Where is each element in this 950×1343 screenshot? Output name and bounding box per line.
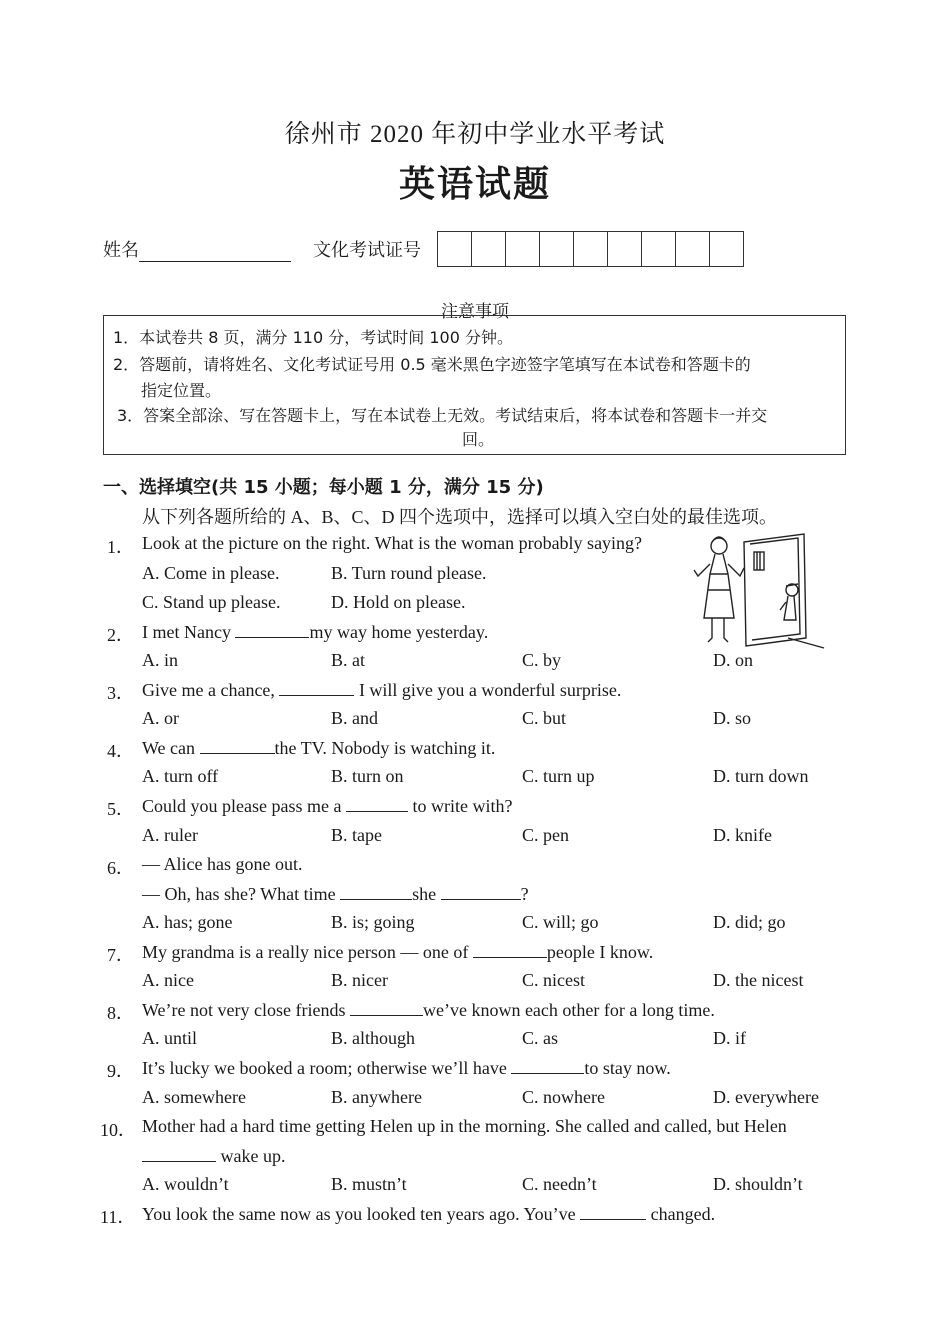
id-digit-box[interactable] <box>642 232 676 266</box>
option-b[interactable]: B. at <box>331 650 365 670</box>
question-stem-line2: — Oh, has she? What time she ? <box>142 884 529 904</box>
answer-blank[interactable] <box>142 1145 216 1162</box>
id-digit-box[interactable] <box>506 232 540 266</box>
id-number-boxes[interactable] <box>437 231 744 267</box>
option-c[interactable]: C. will; go <box>522 912 599 932</box>
option-a[interactable]: A. nice <box>142 970 194 990</box>
exam-title-line1: 徐州市 2020 年初中学业水平考试 <box>284 121 666 148</box>
answer-blank[interactable] <box>279 679 354 696</box>
section-instruction: 从下列各题所给的 A、B、C、D 四个选项中，选择可以填入空白处的最佳选项。 <box>142 507 778 527</box>
option-c[interactable]: C. Stand up please. <box>142 592 281 612</box>
option-d[interactable]: D. everywhere <box>713 1087 819 1107</box>
option-a[interactable]: A. in <box>142 650 178 670</box>
woman-at-door-icon <box>688 530 826 650</box>
option-c[interactable]: C. needn’t <box>522 1174 597 1194</box>
option-b[interactable]: B. Turn round please. <box>331 563 487 583</box>
question-number: 8． <box>107 1003 134 1023</box>
option-c[interactable]: C. turn up <box>522 766 595 786</box>
question-stem-line2: wake up. <box>142 1145 285 1167</box>
name-field[interactable] <box>103 236 291 262</box>
id-digit-box[interactable] <box>608 232 642 266</box>
answer-blank[interactable] <box>200 737 275 754</box>
option-d[interactable]: D. on <box>713 650 753 670</box>
notice-box <box>103 315 846 455</box>
answer-blank[interactable] <box>346 795 408 812</box>
question-number: 5． <box>107 799 134 819</box>
option-a[interactable]: A. ruler <box>142 825 198 845</box>
option-d[interactable]: D. Hold on please. <box>331 592 466 612</box>
question-stem: It’s lucky we booked a room; otherwise we’ll have to stay now. <box>142 1058 671 1078</box>
option-b[interactable]: B. turn on <box>331 766 404 786</box>
question-stem: We’re not very close friends we’ve known each other for a long time. <box>142 1000 715 1020</box>
option-a[interactable]: A. until <box>142 1028 198 1048</box>
answer-blank[interactable] <box>235 621 309 638</box>
question-number: 4． <box>107 741 134 761</box>
id-digit-box[interactable] <box>472 232 506 266</box>
option-c[interactable]: C. by <box>522 650 562 670</box>
answer-blank[interactable] <box>441 883 521 900</box>
question-stem: Give me a chance, I will give you a wonderful surprise. <box>142 680 622 700</box>
option-b[interactable]: B. tape <box>331 825 382 845</box>
notice-item-3: 3．答案全部涂、写在答题卡上，写在本试卷上无效。考试结束后，将本试卷和答题卡一并交 <box>117 406 768 425</box>
question-stem: Look at the picture on the right. What is the woman probably saying? <box>142 533 643 553</box>
option-b[interactable]: B. anywhere <box>331 1087 422 1107</box>
option-a[interactable]: A. somewhere <box>142 1087 246 1107</box>
question-stem: My grandma is a really nice person — one of people I know. <box>142 942 654 962</box>
question-stem: You look the same now as you looked ten years ago. You’ve changed. <box>142 1204 716 1224</box>
option-c[interactable]: C. but <box>522 708 567 728</box>
id-digit-box[interactable] <box>540 232 574 266</box>
question-number: 7． <box>107 945 134 965</box>
option-c[interactable]: C. pen <box>522 825 569 845</box>
option-a[interactable]: A. Come in please. <box>142 563 280 583</box>
section-title: 一、选择填空(共 15 小题；每小题 1 分，满分 15 分) <box>103 477 544 498</box>
option-c[interactable]: C. nowhere <box>522 1087 605 1107</box>
question-number: 10． <box>100 1120 136 1140</box>
option-d[interactable]: D. the nicest <box>713 970 804 990</box>
question-number: 9． <box>107 1061 134 1081</box>
question-number: 6． <box>107 858 134 878</box>
notice-item-2: 2．答题前，请将姓名、文化考试证号用 0.5 毫米黑色字迹签字笔填写在本试卷和答题卡的 <box>113 355 751 374</box>
id-digit-box[interactable] <box>574 232 608 266</box>
question-number: 11． <box>100 1207 136 1227</box>
question-stem: Could you please pass me a to write with? <box>142 796 513 816</box>
answer-blank[interactable] <box>580 1203 646 1220</box>
option-a[interactable]: A. has; gone <box>142 912 233 932</box>
option-b[interactable]: B. is; going <box>331 912 415 932</box>
answer-blank[interactable] <box>473 941 547 958</box>
notice-title: 注意事项 <box>441 302 509 322</box>
option-d[interactable]: D. if <box>713 1028 746 1048</box>
name-label: 姓名 <box>103 240 139 260</box>
option-d[interactable]: D. shouldn’t <box>713 1174 803 1194</box>
question-number: 1． <box>107 537 134 557</box>
option-a[interactable]: A. turn off <box>142 766 219 786</box>
option-b[interactable]: B. and <box>331 708 378 728</box>
exam-title-line2: 英语试题 <box>398 164 551 205</box>
question-number: 3． <box>107 683 134 703</box>
option-b[interactable]: B. although <box>331 1028 415 1048</box>
question-stem: We can the TV. Nobody is watching it. <box>142 738 496 758</box>
option-a[interactable]: A. wouldn’t <box>142 1174 229 1194</box>
question-stem: I met Nancy my way home yesterday. <box>142 622 489 642</box>
option-a[interactable]: A. or <box>142 708 179 728</box>
id-label: 文化考试证号 <box>313 240 421 260</box>
option-c[interactable]: C. as <box>522 1028 558 1048</box>
option-d[interactable]: D. so <box>713 708 752 728</box>
id-digit-box[interactable] <box>676 232 710 266</box>
question-stem: — Alice has gone out. <box>142 854 303 874</box>
id-digit-box[interactable] <box>438 232 472 266</box>
option-b[interactable]: B. mustn’t <box>331 1174 407 1194</box>
question-number: 2． <box>107 625 134 645</box>
answer-blank[interactable] <box>350 999 423 1016</box>
option-d[interactable]: D. did; go <box>713 912 786 932</box>
option-c[interactable]: C. nicest <box>522 970 585 990</box>
notice-item-3-cont: 回。 <box>462 430 495 449</box>
question-stem: Mother had a hard time getting Helen up in the morning. She called and called, but Helen <box>142 1116 787 1136</box>
notice-item-1: 1．本试卷共 8 页，满分 110 分，考试时间 100 分钟。 <box>113 328 513 347</box>
option-d[interactable]: D. knife <box>713 825 772 845</box>
answer-blank[interactable] <box>340 883 412 900</box>
name-blank-line[interactable] <box>139 243 291 262</box>
option-d[interactable]: D. turn down <box>713 766 809 786</box>
id-digit-box[interactable] <box>710 232 743 266</box>
answer-blank[interactable] <box>511 1057 584 1074</box>
option-b[interactable]: B. nicer <box>331 970 388 990</box>
notice-item-2-cont: 指定位置。 <box>141 381 222 400</box>
